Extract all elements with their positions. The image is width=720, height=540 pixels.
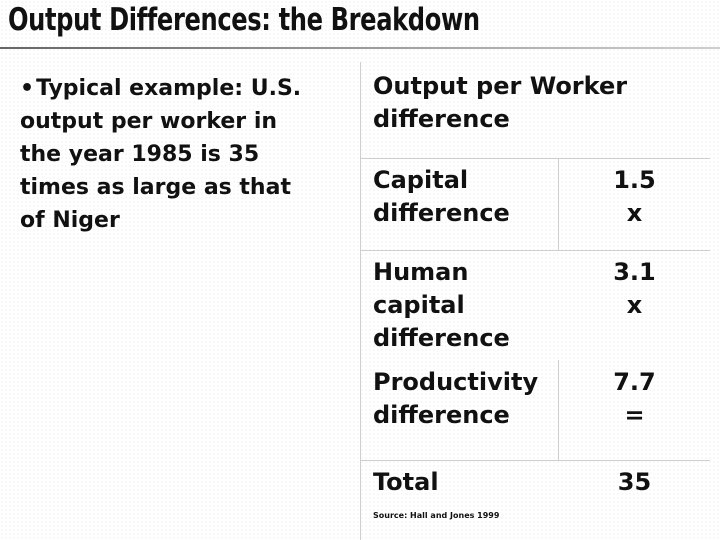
table-row <box>361 250 710 360</box>
bullet-marker: • <box>20 76 35 101</box>
row-value <box>559 164 710 230</box>
title-underline <box>0 47 720 49</box>
row-value <box>559 466 710 499</box>
row-value <box>559 366 710 432</box>
value-number: 7.7 <box>613 368 656 396</box>
value-number: 35 <box>617 468 652 496</box>
table-row <box>361 360 710 460</box>
row-value <box>559 256 710 322</box>
source-note: Source: Hall and Jones 1999 <box>373 511 500 520</box>
bullet-text: Typical example: U.S. output per worker in the year 1985 is 35 times as large as that of Niger <box>20 76 302 233</box>
table-heading: Output per Worker difference <box>373 72 628 133</box>
bullet-point <box>20 72 320 237</box>
breakdown-table <box>361 158 710 518</box>
value-number: 3.1 <box>613 258 656 286</box>
row-label: Productivity difference <box>373 368 539 429</box>
value-number: 1.5 <box>613 166 656 194</box>
value-operator: x <box>626 291 643 319</box>
table-row <box>361 158 710 250</box>
row-label: Capital difference <box>373 166 510 227</box>
slide-title: Output Differences: the Breakdown <box>8 2 480 38</box>
row-label: Total <box>373 468 439 496</box>
value-operator: = <box>624 401 645 429</box>
row-label: Human capital difference <box>373 258 510 352</box>
value-operator: x <box>626 199 643 227</box>
table-row <box>361 460 710 518</box>
